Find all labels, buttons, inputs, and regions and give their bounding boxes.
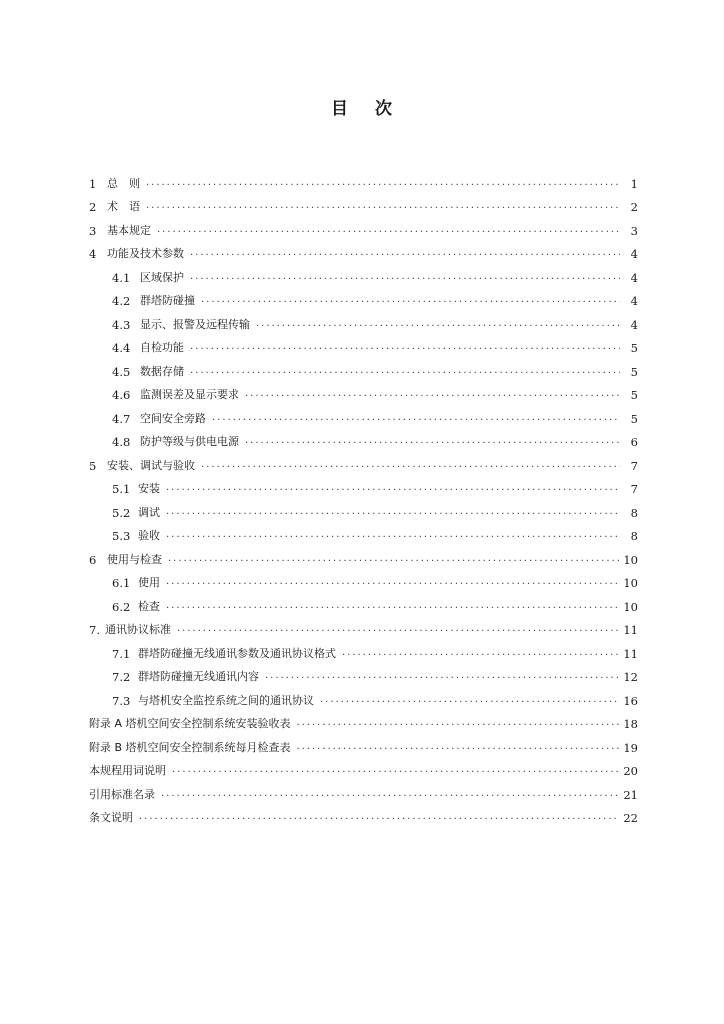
toc-number: 6.2 <box>112 600 131 614</box>
toc-page-number: 10 <box>623 576 638 590</box>
toc-entry-appendix-a[interactable] <box>89 712 638 732</box>
dot-leader <box>168 551 619 567</box>
toc-entry-4-4[interactable] <box>112 336 638 356</box>
dot-leader <box>190 269 620 285</box>
dot-leader <box>166 480 620 496</box>
toc-entry-7-2[interactable] <box>112 665 638 685</box>
toc-page-number: 8 <box>630 506 638 520</box>
dot-leader <box>297 739 620 755</box>
toc-number: 4.3 <box>112 318 131 332</box>
toc-entry-5-3[interactable] <box>112 524 638 544</box>
toc-entry-7-1[interactable] <box>112 642 638 662</box>
toc-page-number: 5 <box>630 365 638 379</box>
toc-label: 显示、报警及远程传输 <box>140 318 250 331</box>
toc-page-number: 10 <box>623 553 638 567</box>
dot-leader <box>245 386 620 402</box>
toc-page-number: 2 <box>630 200 638 214</box>
toc-number: 4.8 <box>112 435 131 449</box>
toc-entry-4-2[interactable] <box>112 289 638 309</box>
toc-page-number: 10 <box>623 600 638 614</box>
toc-page-number: 19 <box>623 741 638 755</box>
toc-number: 4.5 <box>112 365 131 379</box>
toc-page-number: 5 <box>630 412 638 426</box>
toc-number: 4.6 <box>112 388 131 402</box>
toc-label: 引用标准名录 <box>89 788 155 801</box>
dot-leader <box>166 527 620 543</box>
toc-entry-4-1[interactable] <box>112 266 638 286</box>
toc-entry-2[interactable] <box>89 195 638 215</box>
toc-page-number: 21 <box>623 788 638 802</box>
toc-entry-5-1[interactable] <box>112 477 638 497</box>
toc-label: 本规程用词说明 <box>89 764 166 777</box>
toc-label: 术 语 <box>107 200 140 213</box>
toc-number: 4 <box>89 247 97 261</box>
toc-label: 附录 A 塔机空间安全控制系统安装验收表 <box>89 717 291 730</box>
dot-leader <box>139 809 619 825</box>
toc-label: 条文说明 <box>89 811 133 824</box>
toc-entry-7[interactable] <box>89 618 638 638</box>
dot-leader <box>190 363 620 379</box>
toc-entry-1[interactable] <box>89 172 638 192</box>
dot-leader <box>146 198 620 214</box>
dot-leader <box>342 645 619 661</box>
toc-page-number: 3 <box>630 224 638 238</box>
toc-page-number: 8 <box>630 529 638 543</box>
toc-label: 群塔防碰撞 <box>140 294 195 307</box>
toc-page-number: 16 <box>623 694 638 708</box>
dot-leader <box>245 433 620 449</box>
toc-entry-4-3[interactable] <box>112 313 638 333</box>
toc-label: 验收 <box>138 529 160 542</box>
toc-label: 空间安全旁路 <box>140 412 206 425</box>
toc-entry-4-5[interactable] <box>112 360 638 380</box>
toc-page-number: 1 <box>630 177 638 191</box>
toc-number: 3 <box>89 224 97 238</box>
toc-entry-4-8[interactable] <box>112 430 638 450</box>
toc-label: 功能及技术参数 <box>107 247 184 260</box>
toc-entry-5-2[interactable] <box>112 501 638 521</box>
toc-number: 7.1 <box>112 647 131 661</box>
toc-entry-referenced-standards[interactable] <box>89 783 638 803</box>
toc-number: 5 <box>89 459 97 473</box>
dot-leader <box>166 574 619 590</box>
toc-label: 监测误差及显示要求 <box>140 388 239 401</box>
dot-leader <box>166 504 620 520</box>
dot-leader <box>190 339 620 355</box>
toc-entry-clause-explanation[interactable] <box>89 806 638 826</box>
title-part-2: 次 <box>375 99 393 119</box>
dot-leader <box>190 245 620 261</box>
dot-leader <box>201 292 620 308</box>
toc-label: 调试 <box>138 506 160 519</box>
dot-leader <box>201 457 620 473</box>
toc-entry-7-3[interactable] <box>112 689 638 709</box>
page-title <box>0 94 724 119</box>
dot-leader <box>177 621 619 637</box>
dot-leader <box>161 786 619 802</box>
toc-label: 区域保护 <box>140 271 184 284</box>
toc-number: 4.2 <box>112 294 131 308</box>
toc-label: 群塔防碰撞无线通讯参数及通讯协议格式 <box>138 647 336 660</box>
toc-page-number: 7 <box>630 459 638 473</box>
toc-entry-5[interactable] <box>89 454 638 474</box>
toc-number: 4.4 <box>112 341 131 355</box>
toc-number: 2 <box>89 200 97 214</box>
dot-leader <box>212 410 620 426</box>
toc-label: 检查 <box>138 600 160 613</box>
toc-entry-4-7[interactable] <box>112 407 638 427</box>
toc-label: 防护等级与供电电源 <box>140 435 239 448</box>
toc-entry-wording-explanation[interactable] <box>89 759 638 779</box>
toc-label: 与塔机安全监控系统之间的通讯协议 <box>138 694 314 707</box>
toc-number: 7. <box>89 623 100 637</box>
toc-number: 4.7 <box>112 412 131 426</box>
dot-leader <box>265 668 619 684</box>
toc-label: 安装 <box>138 482 160 495</box>
toc-label: 自检功能 <box>140 341 184 354</box>
dot-leader <box>157 222 620 238</box>
toc-number: 1 <box>89 177 97 191</box>
dot-leader <box>256 316 620 332</box>
toc-page-number: 18 <box>623 717 638 731</box>
toc-page-number: 22 <box>623 811 638 825</box>
toc-label: 数据存储 <box>140 365 184 378</box>
toc-entry-4[interactable] <box>89 242 638 262</box>
toc-entry-6-2[interactable] <box>112 595 638 615</box>
toc-number: 5.2 <box>112 506 131 520</box>
toc-page-number: 7 <box>630 482 638 496</box>
toc-label: 通讯协议标准 <box>105 623 171 636</box>
toc-entry-4-6[interactable] <box>112 383 638 403</box>
title-part-1: 目 <box>331 99 349 119</box>
dot-leader <box>146 175 620 191</box>
toc-page-number: 4 <box>630 271 638 285</box>
toc-number: 4.1 <box>112 271 131 285</box>
toc-entry-6[interactable] <box>89 548 638 568</box>
toc-page-number: 12 <box>623 670 638 684</box>
dot-leader <box>166 598 619 614</box>
toc-label: 使用与检查 <box>107 553 162 566</box>
toc-page-number: 4 <box>630 318 638 332</box>
toc-page-number: 11 <box>623 623 638 637</box>
toc-number: 7.3 <box>112 694 131 708</box>
toc-page-number: 11 <box>623 647 638 661</box>
toc-entry-6-1[interactable] <box>112 571 638 591</box>
toc-number: 6 <box>89 553 97 567</box>
toc-label: 基本规定 <box>107 224 151 237</box>
toc-label: 使用 <box>138 576 160 589</box>
toc-label: 总 则 <box>107 177 140 190</box>
toc-label: 群塔防碰撞无线通讯内容 <box>138 670 259 683</box>
toc-page-number: 20 <box>623 764 638 778</box>
toc-number: 5.3 <box>112 529 131 543</box>
dot-leader <box>297 715 620 731</box>
toc-label: 附录 B 塔机空间安全控制系统每月检查表 <box>89 741 291 754</box>
dot-leader <box>172 762 619 778</box>
toc-page-number: 4 <box>630 247 638 261</box>
toc-page-number: 6 <box>630 435 638 449</box>
toc-page-number: 5 <box>630 341 638 355</box>
toc-number: 7.2 <box>112 670 131 684</box>
toc-label: 安装、调试与验收 <box>107 459 195 472</box>
toc-number: 5.1 <box>112 482 131 496</box>
toc-number: 6.1 <box>112 576 131 590</box>
toc-page-number: 4 <box>630 294 638 308</box>
toc-entry-appendix-b[interactable] <box>89 736 638 756</box>
toc-entry-3[interactable] <box>89 219 638 239</box>
toc-page-number: 5 <box>630 388 638 402</box>
dot-leader <box>320 692 619 708</box>
